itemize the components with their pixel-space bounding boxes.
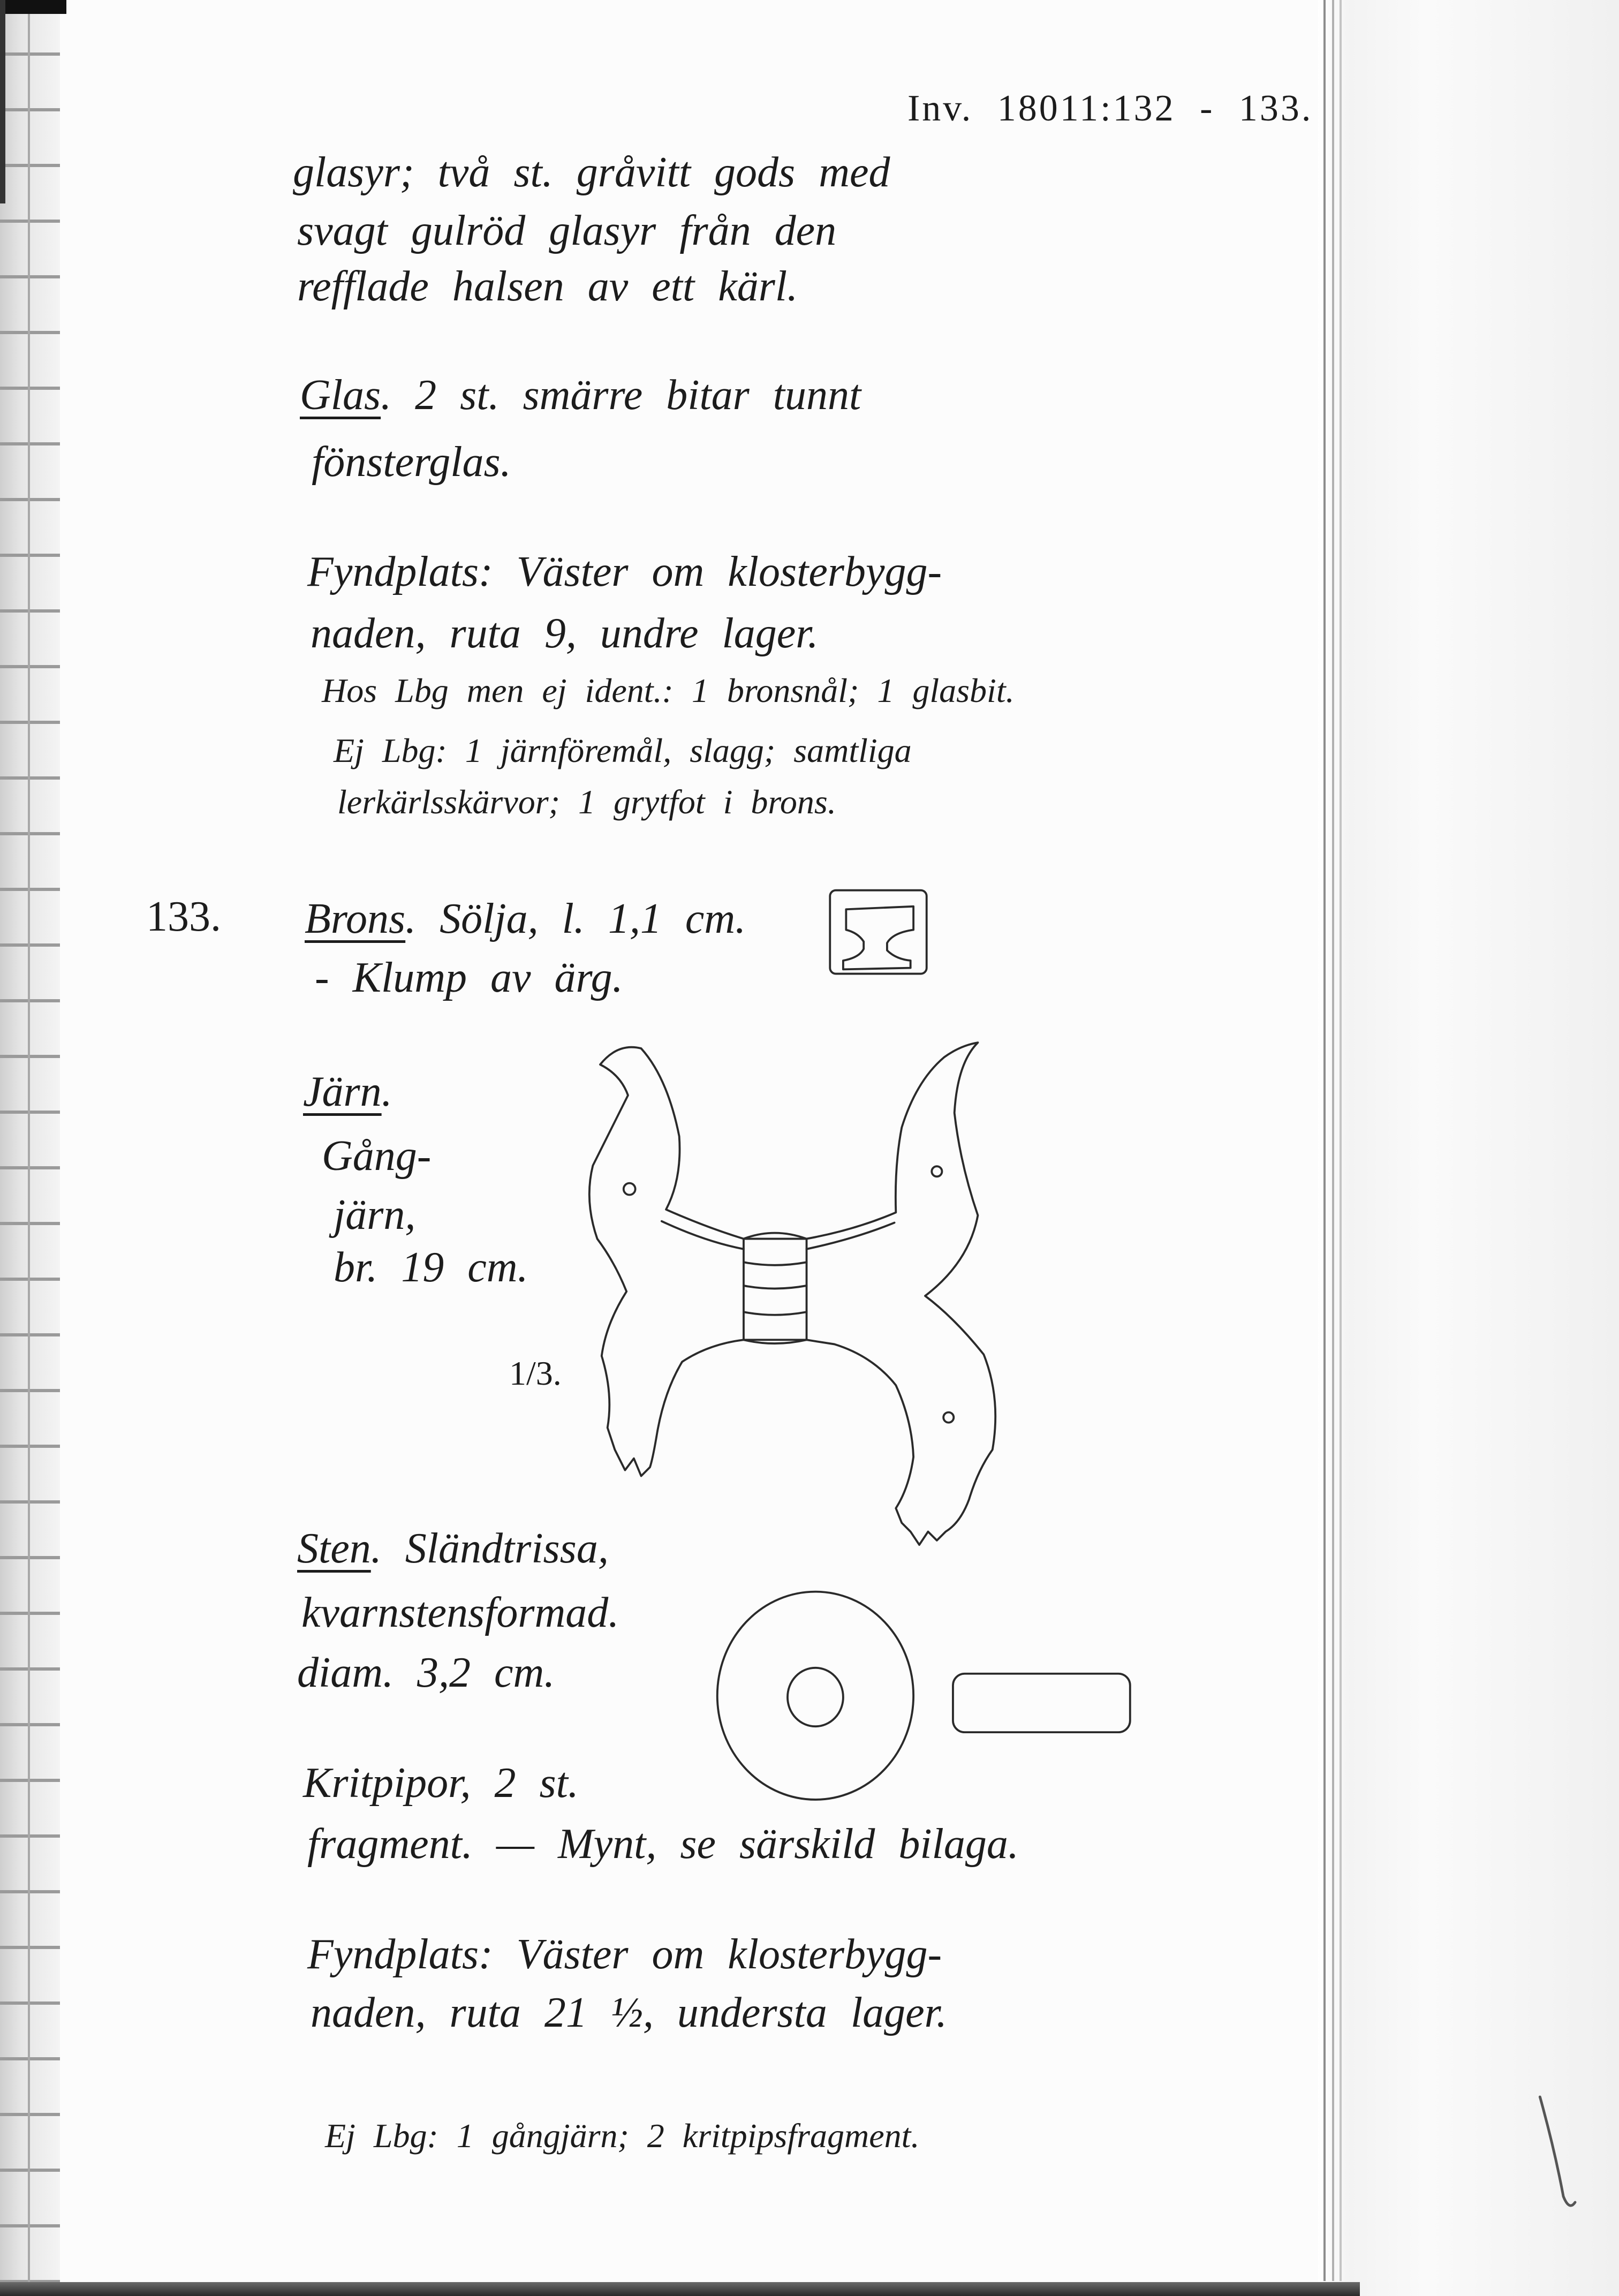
bottom-edge-shadow xyxy=(0,2282,1360,2296)
note-line: Ej Lbg: 1 järnföremål, slagg; samtliga xyxy=(334,731,912,769)
jarn-heading-tail: . xyxy=(381,1068,392,1115)
glas-text: . 2 st. smärre bitar tunnt xyxy=(381,372,861,419)
glas-line xyxy=(300,374,861,417)
page-edge-line xyxy=(1323,0,1326,2281)
material-heading-jarn: Järn xyxy=(303,1068,382,1115)
entry-number: 133. xyxy=(146,893,221,940)
text-line: diam. 3,2 cm. xyxy=(297,1649,555,1696)
fyndplats-line: naden, ruta 21 ½, understa lager. xyxy=(311,1989,947,2036)
scan-left-shadow xyxy=(0,0,5,203)
fyndplats-line: Fyndplats: Väster om klosterbygg- xyxy=(307,1931,942,1978)
note-line: Ej Lbg: 1 gångjärn; 2 kritpipsfragment. xyxy=(325,2117,920,2155)
buckle-sketch xyxy=(830,890,926,974)
page-edge-line xyxy=(1332,0,1334,2281)
page-edge-line xyxy=(1340,0,1342,2281)
text-line: Gång- xyxy=(322,1132,432,1180)
brons-text: . Sölja, l. 1,1 cm. xyxy=(405,895,746,942)
fyndplats-line: naden, ruta 9, undre lager. xyxy=(311,610,819,657)
material-heading-glas: Glas xyxy=(300,372,381,419)
text-line: - Klump av ärg. xyxy=(315,954,623,1001)
text-line: kvarnstensformad. xyxy=(301,1589,619,1636)
brons-line xyxy=(305,897,746,940)
left-page-edges xyxy=(0,0,60,2296)
text-line: refflade halsen av ett kärl. xyxy=(297,263,798,310)
note-line: lerkärlsskärvor; 1 grytfot i brons. xyxy=(337,783,836,821)
text-line: br. 19 cm. xyxy=(334,1244,528,1291)
binding-line xyxy=(28,0,30,2296)
material-heading-sten: Sten xyxy=(297,1525,371,1572)
right-page-stack xyxy=(1318,0,1619,2296)
text-line: fönsterglas. xyxy=(312,439,511,486)
text-line: fragment. — Mynt, se särskild bilaga. xyxy=(307,1821,1019,1868)
inventory-number: Inv. 18011:132 - 133. xyxy=(907,88,1313,129)
text-line: glasyr; två st. gråvitt gods med xyxy=(293,149,890,196)
spindle-whorl-sketch xyxy=(717,1592,1130,1800)
drawing-scale: 1/3. xyxy=(509,1354,562,1392)
sten-line xyxy=(297,1527,609,1570)
scan-corner-shadow xyxy=(0,0,66,14)
text-line: Kritpipor, 2 st. xyxy=(303,1759,579,1807)
fyndplats-line: Fyndplats: Väster om klosterbygg- xyxy=(307,548,942,595)
material-heading-brons: Brons xyxy=(305,895,406,942)
text-line: svagt gulröd glasyr från den xyxy=(297,207,837,254)
note-line: Hos Lbg men ej ident.: 1 bronsnål; 1 glasbit. xyxy=(322,671,1015,709)
jarn-heading-line xyxy=(303,1070,392,1113)
sten-text: . Sländtrissa, xyxy=(370,1525,609,1572)
text-line: järn, xyxy=(334,1191,416,1238)
hinge-sketch xyxy=(589,1043,995,1545)
